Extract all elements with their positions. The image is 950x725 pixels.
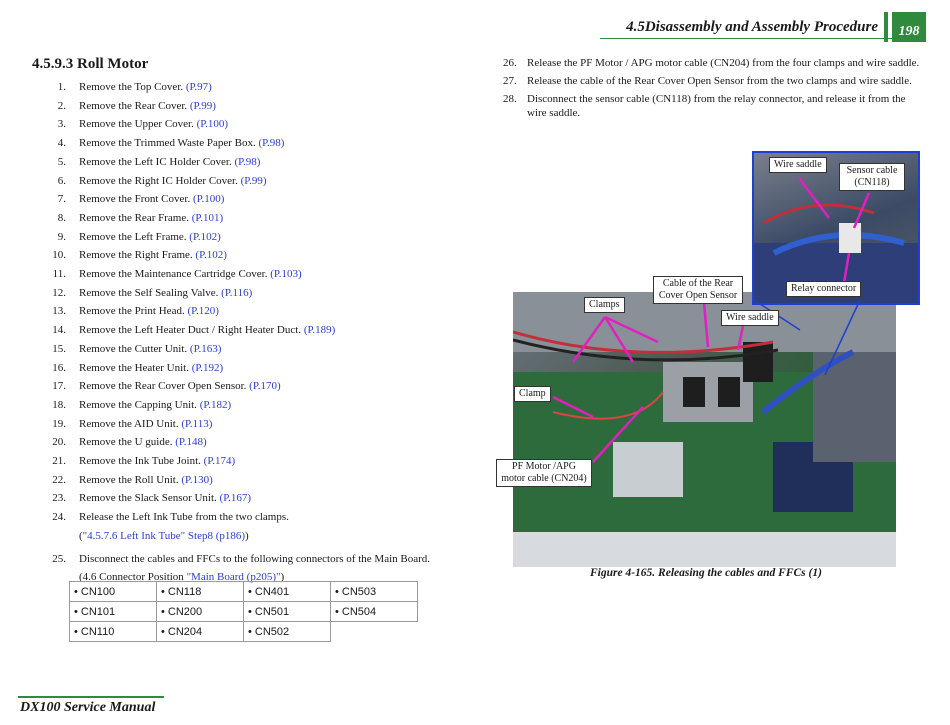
connector-cell: • CN502 xyxy=(244,622,331,642)
callout-pf-motor-cable: PF Motor /APG motor cable (CN204) xyxy=(496,459,592,487)
step-text: Remove the Heater Unit. xyxy=(79,361,192,374)
step-text: Remove the Self Sealing Valve. xyxy=(79,286,222,299)
page-ref-link[interactable]: (P.182) xyxy=(199,398,232,411)
step-number: 4. xyxy=(57,137,66,150)
step-number: 11. xyxy=(52,268,66,281)
callout-clamp: Clamp xyxy=(514,386,551,402)
connector-cell: • CN101 xyxy=(70,602,157,622)
step-text: Remove the U guide. xyxy=(79,436,176,449)
step-text: Remove the Ink Tube Joint. xyxy=(79,455,204,468)
step-text: Remove the Left IC Holder Cover. xyxy=(79,155,235,168)
manual-title: DX100 Service Manual xyxy=(20,700,156,715)
connector-cell: • CN200 xyxy=(157,602,244,622)
page-ref-link[interactable]: (P.102) xyxy=(195,249,227,262)
page-ref-link[interactable]: (P.174) xyxy=(203,455,236,468)
connector-cell: • CN501 xyxy=(244,602,331,622)
step-number: 12. xyxy=(52,286,66,299)
step-number: 20. xyxy=(52,436,66,449)
page-ref-link[interactable]: (P.100) xyxy=(192,193,225,206)
page-ref-link[interactable]: (P.99) xyxy=(240,174,267,187)
step-number: 6. xyxy=(57,174,66,187)
step-25-link[interactable]: "Main Board (p205)" xyxy=(186,571,281,584)
step-number: 2. xyxy=(57,99,66,112)
step-number: 27. xyxy=(503,75,517,87)
step-text: Remove the Print Head. xyxy=(79,305,188,318)
page-ref-link[interactable]: (P.98) xyxy=(258,137,285,150)
step-number: 14. xyxy=(52,324,66,337)
inset-line xyxy=(825,300,860,375)
step-text: Remove the Capping Unit. xyxy=(79,398,200,411)
step-number: 16. xyxy=(52,361,66,374)
connector-cell: • CN504 xyxy=(331,602,418,622)
subline-pre: ( xyxy=(79,529,83,542)
step-number: 9. xyxy=(57,230,66,243)
step-number: 26. xyxy=(503,57,517,69)
step-text: Remove the Roll Unit. xyxy=(79,473,182,486)
step-number: 24. xyxy=(52,511,66,524)
step-text: Remove the Maintenance Cartridge Cover. xyxy=(79,268,271,281)
step-text: Remove the Left Heater Duct / Right Heater Duct. xyxy=(79,324,304,337)
callout-rear-cover-cable: Cable of the Rear Cover Open Sensor xyxy=(653,276,743,304)
step-text: Remove the Top Cover. xyxy=(79,81,186,93)
step-number: 23. xyxy=(52,492,66,505)
subline-post: ) xyxy=(280,571,285,584)
section-heading: 4.5.9.3 Roll Motor xyxy=(32,56,149,72)
page-ref-link[interactable]: (P.103) xyxy=(270,268,302,281)
connector-cell: • CN118 xyxy=(157,582,244,602)
page-ref-link[interactable]: (P.130) xyxy=(181,473,213,486)
step-number: 3. xyxy=(57,118,66,131)
step-text: Release the cable of the Rear Cover Open Sensor from the two clamps and wire saddle. xyxy=(527,75,912,87)
step-number: 28. xyxy=(503,93,517,105)
connector-cell: • CN401 xyxy=(244,582,331,602)
connector-cell: • CN110 xyxy=(70,622,157,642)
step-number: 25. xyxy=(52,552,66,565)
figure-caption: Figure 4-165. Releasing the cables and FFCs (1) xyxy=(590,567,822,579)
step-text: Remove the Cutter Unit. xyxy=(79,342,190,355)
page-ref-link[interactable]: (P.102) xyxy=(189,230,221,243)
step-number: 15. xyxy=(52,342,66,355)
page-number: 198 xyxy=(892,12,926,42)
step-text: Remove the Rear Frame. xyxy=(79,211,192,224)
step-text: Disconnect the cables and FFCs to the following connectors of the Main Board. xyxy=(79,552,431,565)
step-number: 10. xyxy=(52,249,66,262)
step-text: Remove the Trimmed Waste Paper Box. xyxy=(79,137,259,150)
callout-relay-connector: Relay connector xyxy=(786,281,861,297)
subline-pre: (4.6 Connector Position xyxy=(79,571,187,584)
page-ref-link[interactable]: (P.113) xyxy=(181,417,213,430)
step-number: 13. xyxy=(52,305,66,318)
callout-sensor-cable: Sensor cable (CN118) xyxy=(839,163,905,191)
connector-cell: • CN503 xyxy=(331,582,418,602)
step-number: 17. xyxy=(52,380,66,393)
page-ref-link[interactable]: (P.98) xyxy=(234,155,261,168)
step-text: Release the Left Ink Tube from the two clamps. xyxy=(79,511,289,524)
callout-wire-saddle: Wire saddle xyxy=(721,310,779,326)
page-ref-link[interactable]: (P.189) xyxy=(303,324,336,337)
page-ref-link[interactable]: (P.192) xyxy=(191,361,224,374)
page-ref-link[interactable]: (P.101) xyxy=(191,211,224,224)
step-24-link[interactable]: "4.5.7.6 Left Ink Tube" Step8 (p186) xyxy=(82,529,246,542)
page-ref-link[interactable]: (P.120) xyxy=(187,305,219,318)
step-number: 5. xyxy=(57,155,66,168)
page-ref-link[interactable]: (P.116) xyxy=(221,286,253,299)
step-text: Remove the Rear Cover Open Sensor. xyxy=(79,380,250,393)
footer-rule xyxy=(18,696,164,698)
step-text: Remove the Rear Cover. xyxy=(79,99,190,112)
step-text: Remove the Upper Cover. xyxy=(79,118,197,131)
callout-wire-saddle-inset: Wire saddle xyxy=(769,157,827,173)
step-number: 18. xyxy=(52,398,66,411)
connector-cell: • CN204 xyxy=(157,622,244,642)
step-number: 19. xyxy=(52,417,66,430)
page-ref-link[interactable]: (P.148) xyxy=(175,436,207,449)
step-number: 22. xyxy=(52,473,66,486)
step-text: Remove the Right IC Holder Cover. xyxy=(79,174,241,187)
step-number: 21. xyxy=(52,455,66,468)
page-ref-link[interactable]: (P.100) xyxy=(196,118,229,131)
step-text: Remove the Slack Sensor Unit. xyxy=(79,492,220,505)
page-ref-link[interactable]: (P.97) xyxy=(185,81,212,93)
step-number: 1. xyxy=(57,81,66,93)
callout-clamps: Clamps xyxy=(584,297,625,313)
page-ref-link[interactable]: (P.163) xyxy=(189,342,222,355)
step-text: Disconnect the sensor cable (CN118) from the relay connector, and release it from the wire saddle. xyxy=(527,93,906,119)
connector-cell: • CN100 xyxy=(70,582,157,602)
step-text: Remove the Front Cover. xyxy=(79,193,193,206)
step-text: Release the PF Motor / APG motor cable (CN204) from the four clamps and wire saddle. xyxy=(527,57,920,69)
chapter-title: 4.5Disassembly and Assembly Procedure xyxy=(626,19,878,35)
page-ref-link[interactable]: (P.167) xyxy=(219,492,252,505)
subline-post: ) xyxy=(245,529,249,542)
page-ref-link[interactable]: (P.170) xyxy=(249,380,281,393)
step-number: 8. xyxy=(57,211,66,224)
page-ref-link[interactable]: (P.99) xyxy=(189,99,216,112)
step-text: Remove the Left Frame. xyxy=(79,230,190,243)
step-text: Remove the AID Unit. xyxy=(79,417,182,430)
step-text: Remove the Right Frame. xyxy=(79,249,196,262)
step-number: 7. xyxy=(57,193,66,206)
